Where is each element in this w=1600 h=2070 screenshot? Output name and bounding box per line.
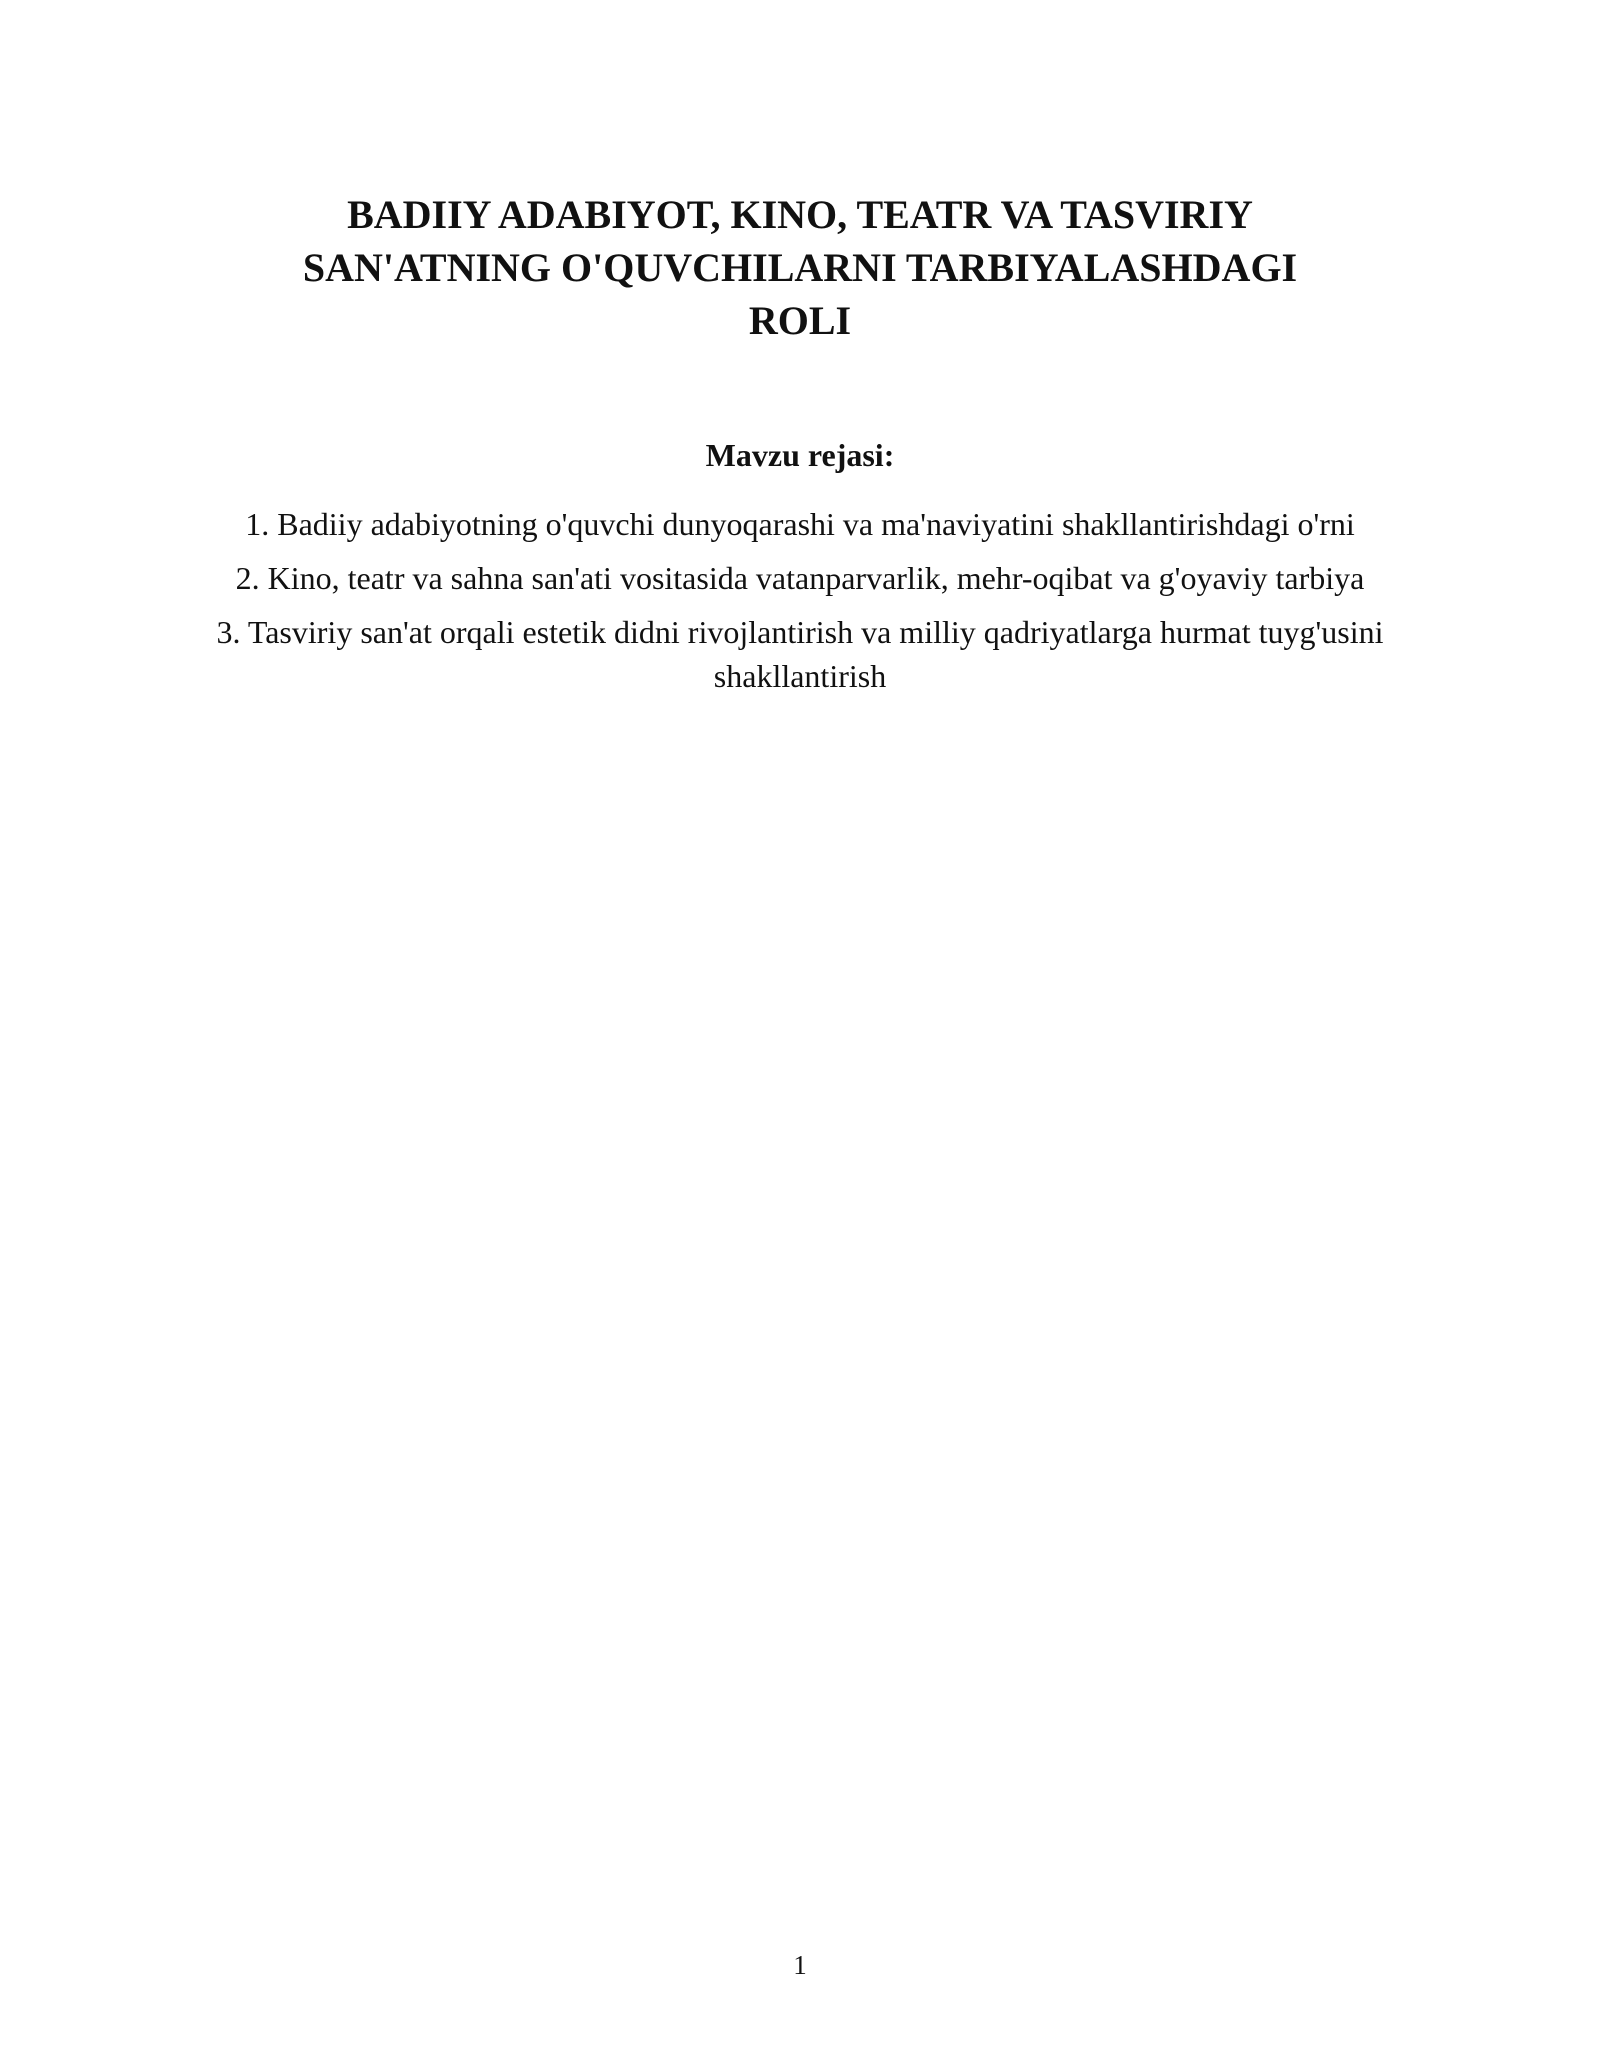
- plan-item-2: 2. Kino, teatr va sahna san'ati vositasida vatanparvarlik, mehr-oqibat va g'oyaviy tarbiya: [235, 560, 1365, 596]
- plan-item-3: 3. Tasviriy san'at orqali estetik didni rivojlantirish va milliy qadriyatlarga hurmat tuyg'usini shakllantirish: [216, 614, 1384, 694]
- plan-heading: Mavzu rejasi:: [705, 437, 895, 473]
- plan-list: [190, 502, 1410, 708]
- plan-item-1: 1. Badiiy adabiyotning o'quvchi dunyoqarashi va ma'naviyatini shakllantirishdagi o'rni: [245, 506, 1355, 542]
- document-title-line: SAN'ATNING O'QUVCHILARNI TARBIYALASHDAGI: [302, 245, 1298, 290]
- document-title: [200, 188, 1400, 347]
- document-title-line: ROLI: [748, 298, 852, 343]
- page-number: 1: [793, 1950, 807, 1980]
- document-title-line: BADIIY ADABIYOT, KINO, TEATR VA TASVIRIY: [347, 192, 1253, 237]
